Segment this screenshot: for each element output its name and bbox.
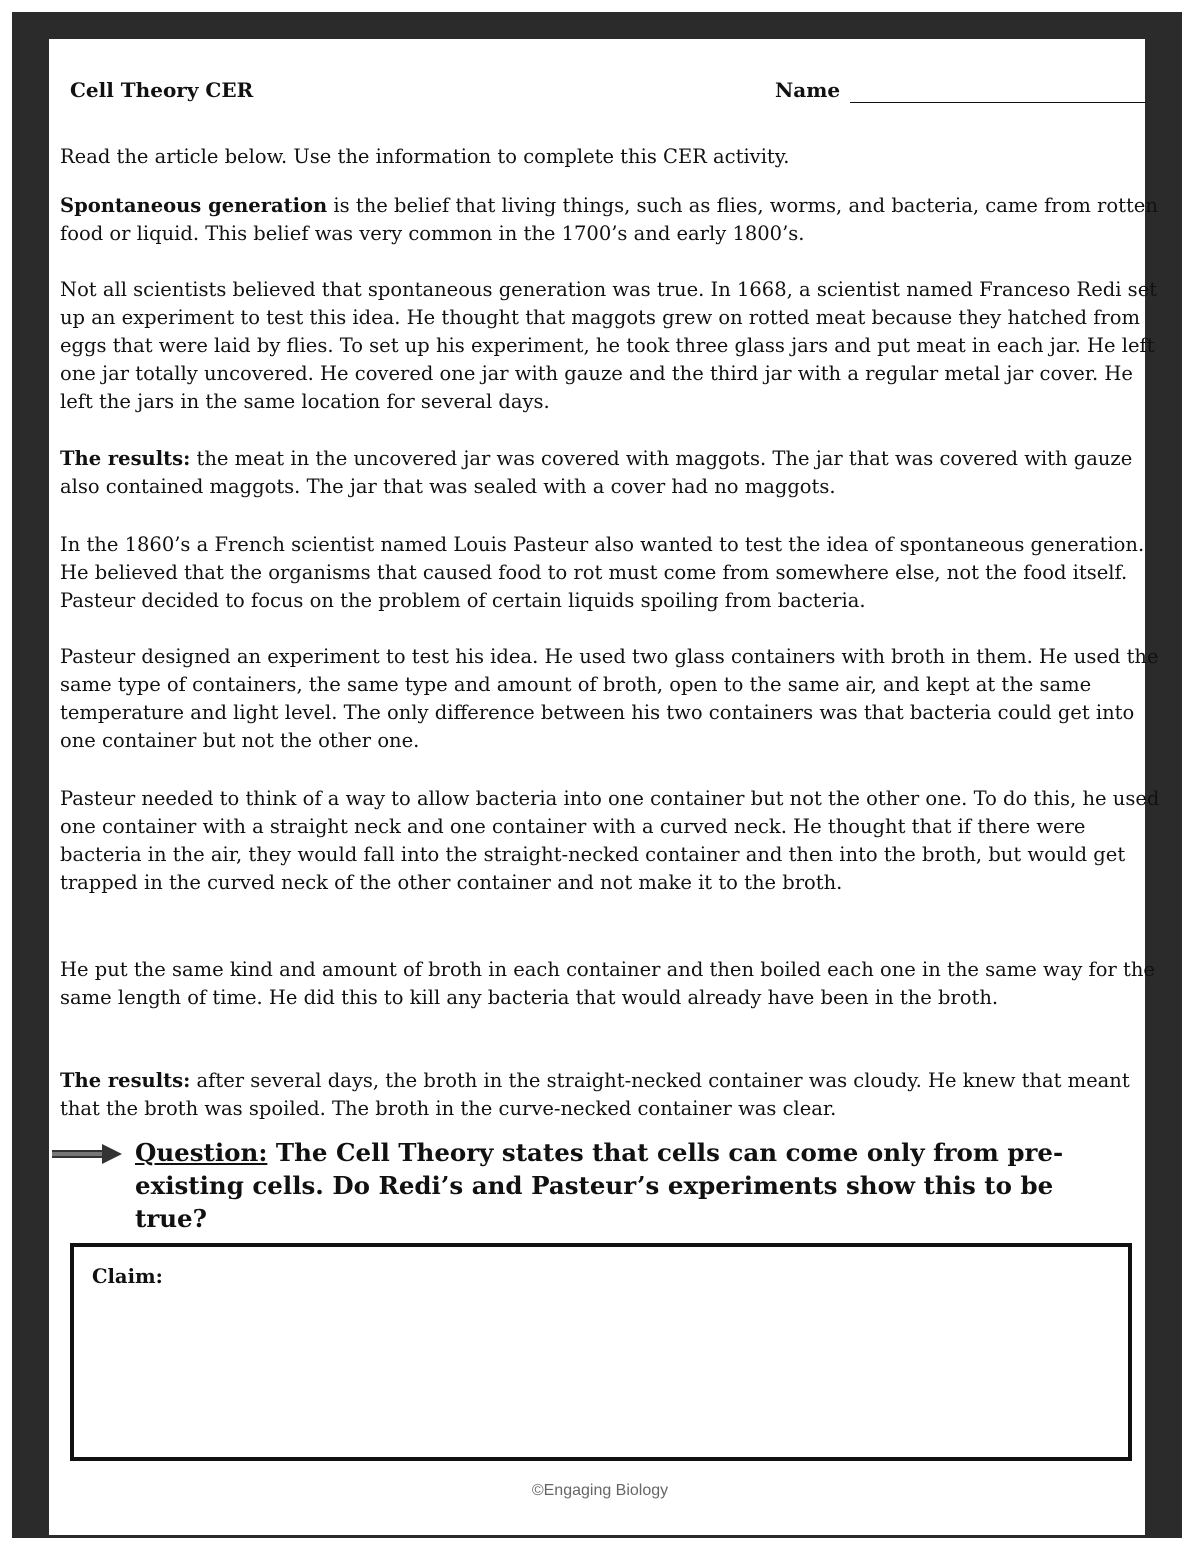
- paragraph-redi-results: [60, 445, 1170, 501]
- paragraph-pasteur-intro: In the 1860’s a French scientist named Louis Pasteur also wanted to test the idea of spontaneous generation. He believed that the organisms that caused food to rot must come from somewhere else, not the food itself. Pasteur decided to focus on the problem of certain liquids spoiling from bacteria.: [60, 533, 1145, 612]
- claim-answer-box[interactable]: [70, 1243, 1132, 1461]
- claim-label: Claim:: [92, 1265, 163, 1288]
- arrow-right-icon: [52, 1144, 122, 1164]
- paragraph-boiling: He put the same kind and amount of broth in each container and then boiled each one in the same way for the same length of time. He did this to kill any bacteria that would already have been in the broth.: [60, 958, 1155, 1009]
- intro-text: Read the article below. Use the information to complete this CER activity.: [60, 145, 790, 168]
- copyright-footer: ©Engaging Biology: [531, 1482, 669, 1499]
- name-field-line[interactable]: [850, 102, 1146, 103]
- question-text: The Cell Theory states that cells can come only from pre-existing cells. Do Redi’s and Pasteur’s experiments show this to be true?: [135, 1138, 1064, 1233]
- paragraph-pasteur-design: Pasteur designed an experiment to test his idea. He used two glass containers with broth in them. He used the same type of containers, the same type and amount of broth, open to the same air, and kept at the same temperature and light level. The only difference between his two containers was that bacteria could get into one container but not the other one.: [60, 645, 1159, 752]
- paragraph-pasteur-necks: Pasteur needed to think of a way to allow bacteria into one container but not the other one. To do this, he used one container with a straight neck and one container with a curved neck. He thought that if there were bacteria in the air, they would fall into the straight-necked container and then into the broth, but would get trapped in the curved neck of the other container and not make it to the broth.: [60, 787, 1160, 894]
- term-spontaneous-generation: Spontaneous generation: [60, 194, 328, 217]
- worksheet-header: [70, 78, 1150, 112]
- paragraph-redi: Not all scientists believed that spontaneous generation was true. In 1668, a scientist named Franceso Redi set up an experiment to test this idea. He thought that maggots grew on rotted meat because they hatched from eggs that were laid by flies. To set up his experiment, he took three glass jars and put meat in each jar. He left one jar totally uncovered. He covered one jar with gauze and the third jar with a regular metal jar cover. He left the jars in the same location for several days.: [60, 278, 1158, 413]
- paragraph-pasteur-results: [60, 1067, 1170, 1123]
- results-label: The results:: [60, 1069, 191, 1092]
- results-label: The results:: [60, 447, 191, 470]
- name-label: Name: [775, 78, 841, 102]
- paragraph-spontaneous-generation: [60, 192, 1170, 248]
- paragraph-text: after several days, the broth in the straight-necked container was cloudy. He knew that meant that the broth was spoiled. The broth in the curve-necked container was clear.: [60, 1069, 1130, 1120]
- document-title: Cell Theory CER: [70, 78, 254, 102]
- paragraph-text: is the belief that living things, such as flies, worms, and bacteria, came from rotten food or liquid. This belief was very common in the 1700’s and early 1800’s.: [60, 194, 1158, 245]
- question-prompt: [135, 1136, 1125, 1235]
- question-label: Question:: [135, 1138, 268, 1167]
- paragraph-text: the meat in the uncovered jar was covered with maggots. The jar that was covered with gauze also contained maggots. The jar that was sealed with a cover had no maggots.: [60, 447, 1133, 498]
